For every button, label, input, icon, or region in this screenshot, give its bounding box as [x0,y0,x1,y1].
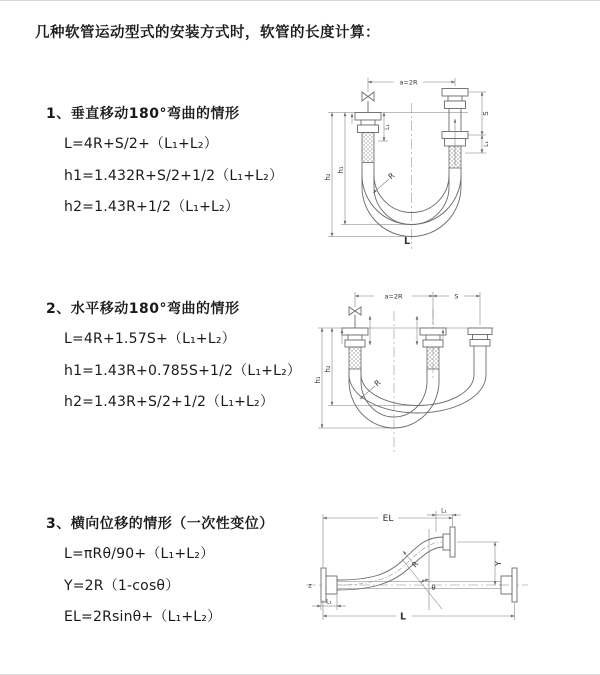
dim-label-a2r: a=2R [384,292,403,301]
left-flange [321,568,337,602]
left-connector [355,113,381,163]
dim-label-length: L [403,236,411,247]
dim-label-l1: L₁ [326,598,332,606]
dimension-stroke-s [433,293,480,301]
section-heading: 2、水平移动180°弯曲的情形 [46,301,240,317]
dim-label-el: EL [382,514,394,524]
section-horizontal-180 [46,294,301,419]
radius-callout [360,378,382,399]
dim-label-s: S [454,292,459,301]
dim-label-a2r: a=2R [399,78,418,87]
section-lateral-displacement [46,509,274,634]
hose-u-bends [349,356,486,428]
right-connector [468,328,492,356]
section-heading: 3、横向位移的情形（一次性变位） [46,516,274,532]
formula-L: L=4R+S/2+（L₁+L₂） [64,136,218,152]
braided-hose-section [362,133,374,163]
section-vertical-180 [46,99,283,224]
dim-label-y: Y [494,561,503,566]
radius-callout [373,171,396,193]
dimension-a2r [355,292,480,325]
dimension-el [323,514,453,567]
formula-h1: h1=1.43R+0.785S+1/2（L₁+L₂） [64,362,302,379]
dim-label-length: L [399,611,407,623]
braided-hose-section [349,347,361,369]
dim-label-r: R [386,170,397,182]
dim-label-h1: h₁ [337,166,345,174]
dimension-conn-right [482,135,490,153]
dimension-h-inner [324,328,417,406]
dim-label-h1: h₁ [314,376,322,384]
diagram-horizontal-180-bend [308,283,548,461]
dimension-length [323,600,515,623]
diagram-vertical-180-bend [310,67,530,259]
formula-L: L=πRθ/90+（L₁+L₂） [64,546,215,562]
left-connector [342,328,368,369]
dim-label-h2: h₂ [324,365,332,373]
middle-connector [420,328,446,369]
section-heading: 1、垂直移动180°弯曲的情形 [46,106,240,122]
braided-hose-section [427,347,439,369]
formula-h1: h1=1.432R+S/2+1/2（L₁+L₂） [64,167,284,184]
formula-h2: h2=1.43R+S/2+1/2（L₁+L₂） [64,394,275,410]
page-title: 几种软管运动型式的安装方式时，软管的长度计算： [35,25,380,41]
valve-icon [349,307,361,328]
right-flange-displaced [443,527,455,557]
formula-EL: EL=2Rsinθ+（L₁+L₂） [64,609,222,625]
valve-icon [362,92,374,113]
axis-datum-mark: z [308,581,312,590]
diagram-lateral-displacement [300,497,560,639]
formula-Y: Y=2R（1-cosθ） [64,577,180,594]
dim-label-l1: L₁ [483,141,490,147]
dimension-conn-top [427,508,461,533]
dim-label-l1: L₁ [441,507,447,515]
dim-label-h2: h₂ [324,173,332,181]
dim-label-s: S [482,111,490,116]
formula-L: L=4R+1.57S+（L₁+L₂） [64,331,236,347]
dim-label-l1: L₁ [384,124,391,130]
hose-s-curve [337,537,443,590]
dim-label-r: R [409,559,421,570]
dim-label-r: R [372,377,383,389]
dim-label-theta: θ [431,584,436,592]
dimension-conn-left [312,595,346,610]
formula-h2: h2=1.43R+1/2（L₁+L₂） [64,199,240,215]
